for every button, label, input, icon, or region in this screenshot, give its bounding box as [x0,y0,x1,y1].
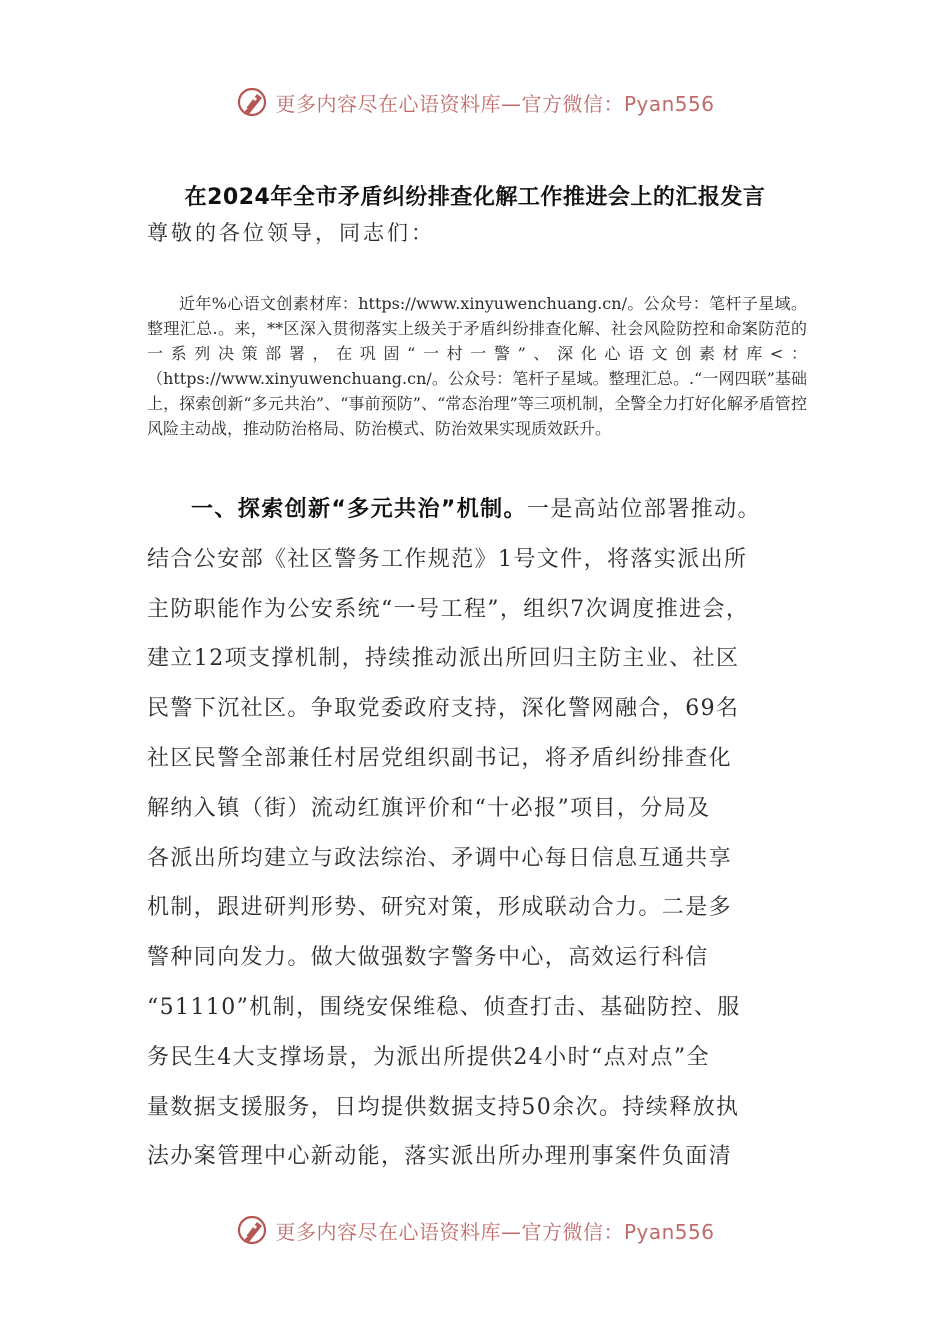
body-line: 各派出所均建立与政法综治、矛调中心每日信息互通共享 [147,845,733,871]
section-1-body [147,485,827,1182]
body-line: 解纳入镇（街）流动红旗评价和“十必报”项目，分局及 [147,795,711,821]
section-1-heading: 一、探索创新“多元共治”机制。 [191,497,527,522]
footer-watermark-banner [0,1210,950,1250]
pen-nib-logo-icon [235,1213,269,1247]
body-line: 结合公安部《社区警务工作规范》1号文件，将落实派出所 [147,546,748,572]
header-watermark-text: 更多内容尽在心语资料库—官方微信：Pyan556 [275,91,715,116]
section-1-first-line [147,485,827,535]
body-line: 民警下沉社区。争取党委政府支持，深化警网融合，69名 [147,696,740,722]
body-line: 主防职能作为公安系统“一号工程”，组织7次调度推进会， [147,596,750,622]
body-line: 法办案管理中心新动能，落实派出所办理刑事案件负面清 [147,1144,733,1170]
body-line: 量数据支援服务，日均提供数据支持50余次。持续释放执 [147,1094,740,1120]
body-line: 警种同向发力。做大做强数字警务中心，高效运行科信 [147,945,709,971]
body-line: “51110”机制，围绕安保维稳、侦查打击、基础防控、服 [147,994,741,1020]
body-line: 务民生4大支撑场景，为派出所提供24小时“点对点”全 [147,1044,710,1070]
header-watermark-banner [0,82,950,122]
salutation: 尊敬的各位领导，同志们： [147,221,435,245]
body-line: 建立12项支撑机制，持续推动派出所回归主防主业、社区 [147,646,740,672]
body-line: 机制，跟进研判形势、研究对策，形成联动合力。二是多 [147,895,733,921]
intro-paragraph: 近年%心语文创素材库：https://www.xinyuwenchuang.cn/。公众号：笔杆子星域。整理汇总.。来，**区深入贯彻落实上级关于矛盾纠纷排查化解、社会风险防控和命案防范的一系列决策部署，在巩固“一村一警”、深化心语文创素材库<：（https://www.xinyuwenchuang.cn/。公众号：笔杆子星域。整理汇总。.“一网四联”基础上，探索创新“多元共治”、“事前预防”、“常态治理”等三项机制，全警全力打好化解矛盾管控风险主动战，推动防治格局、防治模式、防治效果实现质效跃升。 [147,294,807,438]
body-line: 社区民警全部兼任村居党组织副书记，将矛盾纠纷排查化 [147,745,733,771]
section-1-first-line-text: 一是高站位部署推动。 [526,497,761,522]
pen-nib-logo-icon [235,85,269,119]
document-title: 在2024年全市矛盾纠纷排查化解工作推进会上的汇报发言 [184,185,766,210]
footer-watermark-text: 更多内容尽在心语资料库—官方微信：Pyan556 [275,1219,715,1244]
